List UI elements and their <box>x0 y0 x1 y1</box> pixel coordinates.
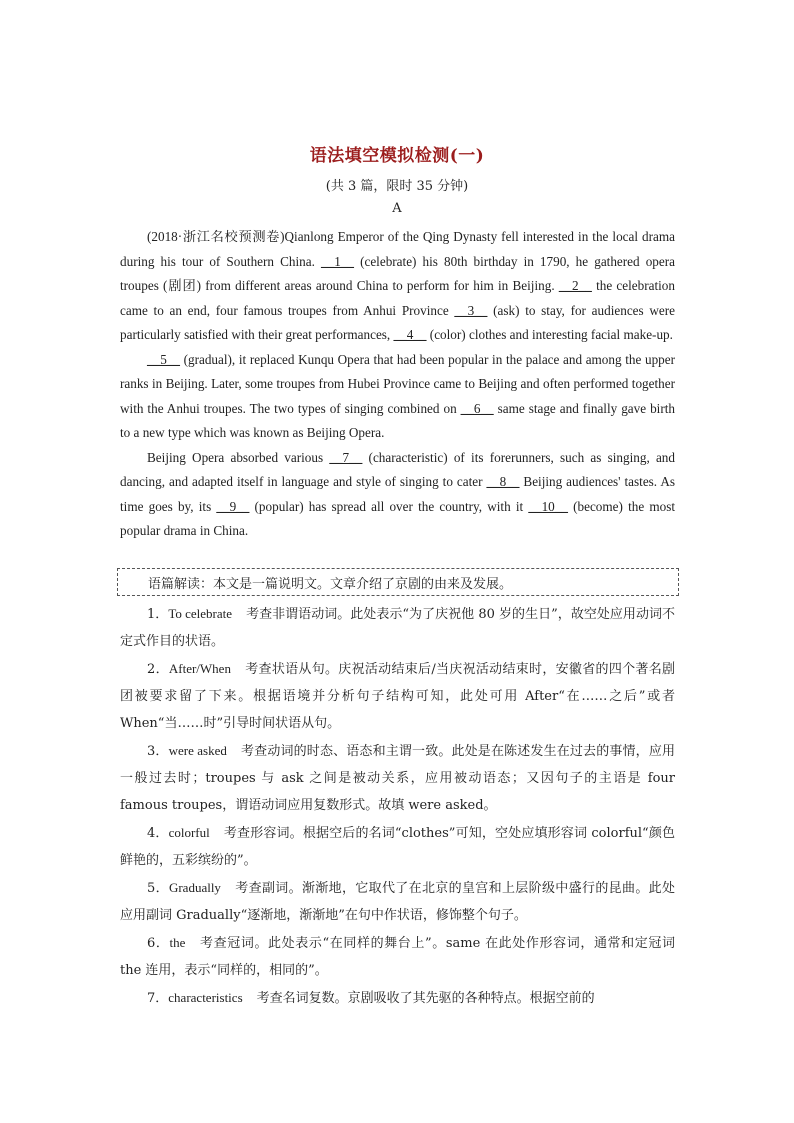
answer-number: 3． <box>147 744 169 759</box>
passage-text: (characteristic) of its forerunners, such as singing, and dancing, and adapted itself in language and style of singing to cater <box>120 449 675 489</box>
answer-explanation: 考查动词的时态、语态和主谓一致。此处是在陈述发生在过去的事情，应用一般过去时；troupes 与 ask 之间是被动关系，应用被动语态；又因句子的主语是 four famous troupes，谓语动词应用复数形式。故填 were asked。 <box>120 744 675 813</box>
blank-7: __7__ <box>329 449 363 465</box>
blank-2: __2__ <box>558 278 592 293</box>
passage-text: Beijing audiences' tastes. As time goes by, its <box>120 474 675 514</box>
answer-explanation: 考查非谓语动词。此处表示“为了庆祝他 80 岁的生日”，故空处应用动词不定式作目的状语。 <box>120 607 675 649</box>
answer-item <box>120 874 675 929</box>
passage-text: (celebrate) his 80th birthday in 1790, he gathered opera troupes (剧团) from different areas around China to perform for him in Beijing. <box>120 253 675 293</box>
answer-number: 4． <box>147 826 169 841</box>
answer-key: Gradually <box>168 880 221 895</box>
answer-explanation: 考查状语从句。庆祝活动结束后/当庆祝活动结束时，安徽省的四个著名剧团被要求留了下来。根据语境并分析句子结构可知，此处可用 After“在……之后”或者 When“当……时”引导时间状语从句。 <box>120 662 675 731</box>
passage-paragraph <box>120 225 675 348</box>
answer-item <box>120 737 675 819</box>
answer-number: 5． <box>147 881 169 896</box>
answer-explanation: 考查形容词。根据空后的名词“clothes”可知，空处应填形容词 colorful“颜色鲜艳的，五彩缤纷的”。 <box>120 826 675 868</box>
blank-4: __4__ <box>393 327 427 342</box>
answer-item <box>120 929 675 984</box>
passage-text: (ask) to stay, for audiences were particularly satisfied with their great performances, <box>120 302 675 342</box>
blank-10: __10__ <box>528 498 568 514</box>
answer-number: 6． <box>147 936 170 951</box>
reading-passage <box>120 225 675 544</box>
passage-text: (color) clothes and interesting facial make-up. <box>426 327 673 342</box>
answer-explanation: 考查名词复数。京剧吸收了其先驱的各种特点。根据空前的 <box>256 991 595 1006</box>
answer-list <box>120 600 675 1012</box>
answer-key: characteristics <box>168 990 243 1005</box>
passage-paragraph <box>120 348 675 446</box>
blank-3: __3__ <box>454 302 488 318</box>
passage-text: same stage and finally gave birth to a new type which was known as Beijing Opera. <box>120 400 675 440</box>
blank-5: __5__ <box>147 351 180 367</box>
answer-item <box>120 984 675 1012</box>
passage-text: Beijing Opera absorbed various <box>147 449 330 465</box>
passage-text: (popular) has spread all over the country, with it <box>249 498 529 514</box>
answer-number: 2． <box>147 662 169 677</box>
answer-item <box>120 655 675 737</box>
blank-9: __9__ <box>216 498 250 514</box>
answer-number: 1． <box>147 607 169 622</box>
answer-explanation: 考查副词。渐渐地，它取代了在北京的皇宫和上层阶级中盛行的昆曲。此处应用副词 Gradually“逐渐地，渐渐地”在句中作状语，修饰整个句子。 <box>120 881 675 923</box>
answer-key: colorful <box>168 825 210 840</box>
answer-number: 7． <box>147 991 169 1006</box>
answer-explanation: 考查冠词。此处表示“在同样的舞台上”。same 在此处作形容词，通常和定冠词 the 连用，表示“同样的，相同的”。 <box>120 936 675 978</box>
answer-item <box>120 600 675 655</box>
passage-paragraph <box>120 446 675 544</box>
page-subtitle: (共 3 篇，限时 35 分钟) <box>325 179 469 194</box>
blank-8: __8__ <box>486 474 520 489</box>
passage-text: (gradual), it replaced Kunqu Opera that had been popular in the palace and among the upper ranks in Beijing. Later, some troupes from Hubei Province came to Beijing and often performed together with the Anhui troupes. The two types of singing combined on <box>120 351 675 416</box>
answer-key: the <box>169 935 186 950</box>
passage-text: the celebration came to an end, four famous troupes from Anhui Province <box>120 278 675 318</box>
answer-key: were asked <box>168 743 227 758</box>
summary-box <box>117 568 679 596</box>
passage-text: (become) the most popular drama in China. <box>120 498 675 538</box>
blank-6: __6__ <box>460 400 494 416</box>
answer-key: To celebrate <box>168 606 233 621</box>
answer-item <box>120 819 675 874</box>
answer-key: After/When <box>168 661 231 676</box>
page-title: 语法填空模拟检测(一) <box>309 146 485 166</box>
passage-text: (2018·浙江名校预测卷)Qianlong Emperor of the Qing Dynasty fell interested in the local drama during his tour of Southern China. <box>120 229 675 269</box>
section-label: A <box>392 201 402 216</box>
blank-1: __1__ <box>321 253 354 269</box>
summary-text: 语篇解读：本文是一篇说明文。文章介绍了京剧的由来及发展。 <box>148 577 513 592</box>
